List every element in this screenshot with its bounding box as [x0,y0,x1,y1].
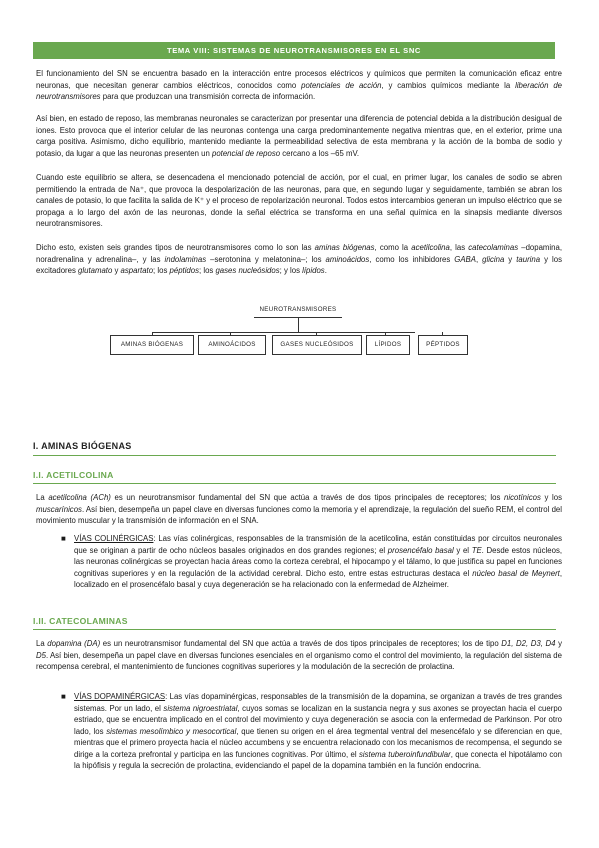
emphasis-text: glutamato [78,266,113,275]
emphasis-text: indolaminas [164,254,207,264]
text-run: para que produzcan una transmisión correcta de información. [100,92,316,101]
emphasis-text: dopamina (DA) [47,639,101,648]
document-title: TEMA VIII: SISTEMAS DE NEUROTRANSMISORES EN EL SNC [33,42,555,59]
emphasis-text: muscarínicos [36,504,82,514]
text-run: . Así bien, desempeña un papel clave en diversas funciones esenciales en el organismo como el control del movimiento, la regulación del sistema de recompensa cerebral, el mantenimiento de funciones cognitivas superiores y la modulación de la secreción de prolactina. [36,650,562,671]
bullet-icon: ■ [61,692,66,701]
emphasis-text: aminoácidos [325,254,370,264]
diagram-node-gases [272,335,362,355]
emphasis-text: sistema tuberoinfundibular [359,749,451,759]
emphasis-text: GABA [454,254,476,264]
diagram-connector [298,318,299,332]
vias-dopaminergicas-bullet [74,691,562,772]
vias-colinergicas-bullet [74,533,562,591]
emphasis-text: potencial de reposo [212,148,281,158]
text-run: y los excitadores [36,254,562,275]
text-run: ; y los [279,266,303,275]
text-run: es un neurotransmisor fundamental del SN que actúa a través de dos tipos principales de receptores; los de tipo [100,639,502,648]
diagram-node-lipidos [366,335,410,355]
text-run: Dicho esto, existen seis grandes tipos de neurotransmisores como lo son las [36,243,315,252]
text-run: ; los [153,266,170,275]
emphasis-text: acetilcolina (ACh) [48,493,111,502]
text-run: , cuyos somas se localizan en la sustancia negra y sus axones se proyectan hacia el cuerpo estriado, que se encuentra implicado en el control del movimiento y cuya degeneración se asocia con la enfermedad de Parkinson. Por otro lado, los [74,703,562,736]
emphasis-text: sistemas mesolímbico y mesocortical [106,726,237,736]
bullet-heading: VÍAS DOPAMINÉRGICAS [74,692,166,701]
text-run: ; los [199,266,216,275]
text-run: , las [449,243,469,252]
text-run: Cuando este equilibrio se altera, se desencadena el mencionado potencial de acción, por el cual, en primer lugar, los canales de sodio se abren permitiendo la entrada de Na⁺, que provoca la despolarización de las neuronas, para que, en segundo lugar y seguidamente, también se abran los canales de potasio, lo que facilita la salida de K⁺ y el proceso de repolarización neuronal. Todos estos intercambios generan un impulso eléctrico que se propaga a lo largo del axón de las neuronas, donde la señal eléctrica se transforma en una señal química en la sinapsis mediante diversos neurotransmisores. [36,173,562,228]
emphasis-text: TE [471,545,482,555]
text-run: y el [453,545,472,555]
emphasis-text: núcleo basal de Meynert [472,568,560,578]
text-run: y [555,639,562,648]
emphasis-text: D5 [36,650,46,660]
emphasis-text: nicotínicos [504,493,541,502]
text-run: y [504,254,517,264]
emphasis-text: acetilcolina [411,243,450,252]
emphasis-text: taurina [516,254,541,264]
text-run: cercano a los –65 mV. [280,148,360,158]
diagram-node-aminoacidos [198,335,266,355]
intro-paragraph-4 [36,242,562,277]
text-run: : Las vías colinérgicas, responsables de la transmisión de la acetilcolina, están constituidas por circuitos neuronales que se originan a partir de ocho núcleos basales originados en dos grandes regiones; el [74,534,562,555]
diagram-node-label: PÉPTIDOS [426,341,460,348]
emphasis-text: lípidos [302,266,325,275]
diagram-root-label: NEUROTRANSMISORES [259,306,337,313]
text-run: , que conecta el hipotálamo con la hipófisis y regula la secreción de prolactina, evidenciando el papel de la dopamina también en la función endocrina. [74,749,562,770]
text-run: El funcionamiento del SN se encuentra basado en la interacción entre procesos eléctricos y químicos que permiten la comunicación eficaz entre neuronas, que necesitan generar cambios eléctricos, conocidos como [36,69,562,90]
emphasis-text: sistema nigroestriatal [163,703,238,713]
bullet-heading: VÍAS COLINÉRGICAS [74,534,154,543]
text-run: . Desde estos núcleos, las neuronas colinérgicas se proyectan hacia áreas como la corteza cerebral, el hipocampo y el tálamo, lo que justifica su papel en funciones cognitivas superiores y en la regulación de la actividad cerebral. Dicho esto, entre estas estructuras destaca el [74,545,563,578]
emphasis-text: glicina [482,254,505,264]
text-run: –dopamina, noradrenalina y adrenalina–, y las [36,243,562,264]
diagram-node-peptidos [418,335,468,355]
text-run: es un neurotransmisor fundamental del SN que actúa a través de dos tipos principales de receptores; los [110,493,505,502]
text-run: , como los inhibidores [369,254,455,264]
text-run: La [36,493,49,502]
emphasis-text: prosencéfalo basal [387,545,454,555]
emphasis-text: aminas biógenas [314,243,375,252]
text-run: y [112,266,121,275]
diagram-node-label: LÍPIDOS [374,341,402,348]
subsection-heading-catecolaminas: I.II. CATECOLAMINAS [33,616,556,630]
diagram-root [254,303,342,318]
catecolaminas-paragraph [36,638,562,673]
emphasis-text: catecolaminas [468,243,519,252]
intro-paragraph-1 [36,68,562,103]
text-run: La [36,639,48,648]
text-run: y los [540,493,562,502]
text-run: . [324,266,327,275]
diagram-node-aminas [110,335,194,355]
text-run: , como la [374,243,412,252]
text-run: , [475,254,483,264]
text-run: Así bien, en estado de reposo, las membranas neuronales se caracterizan por presentar una diferencia de potencial debida a la distribución desigual de iones. Esto provoca que el interior celular de las neuronas contenga una carga predominantemente negativa mientras que, en el exterior, prime una carga positiva. Asimismo, dicho equilibrio, mantenido mediante la permeabilidad selectiva de esta membrana y la acción de la bomba de sodio y potasio, da lugar a que las neuronas presenten un [36,114,562,158]
intro-paragraph-2 [36,113,562,159]
subsection-heading-acetilcolina: I.I. ACETILCOLINA [33,470,556,484]
intro-paragraph-3 [36,172,562,230]
emphasis-text: aspartato [120,266,154,275]
text-run: . Así bien, desempeña un papel clave en diversas funciones como la memoria y el aprendizaje, la regulación del sueño REM, el control del movimiento muscular y la transmisión de información en el SNA. [36,504,562,525]
emphasis-text: D1, D2, D3, D4 [501,639,556,648]
diagram-node-label: AMINAS BIÓGENAS [120,341,184,348]
bullet-icon: ■ [61,534,66,543]
emphasis-text: potenciales de acción [301,80,382,90]
emphasis-text: gases nucleósidos [215,266,280,275]
text-run: –serotonina y melatonina–; los [206,254,326,264]
emphasis-text: péptidos [169,266,199,275]
section-heading-aminas: I. AMINAS BIÓGENAS [33,441,556,456]
diagram-node-label: AMINOÁCIDOS [208,341,256,348]
emphasis-text: liberación de neurotransmisores [36,80,562,101]
text-run: , que tienen su origen en el área tegmental ventral del mesencéfalo y se diferencian en que, mientras que el primero proyecta hacia el núcleo accumbens y se encuentra relacionado con los mecanismos de recompensa, el segundo se dirige a la corteza prefrontal y participa en las funciones cognitivas. Por último, el [74,726,562,759]
text-run: , y cambios químicos mediante la [381,80,516,90]
text-run: : Las vías dopaminérgicas, responsables de la transmisión de la dopamina, se organizan a través de tres grandes sistemas. Por un lado, el [74,692,562,713]
diagram-connector [152,332,415,333]
text-run: , localizado en el prosencéfalo basal y cuya degeneración se ha relacionado con la enfermedad de Alzheimer. [74,568,563,589]
diagram-node-label: GASES NUCLEÓSIDOS [280,341,354,348]
acetilcolina-paragraph [36,492,562,527]
